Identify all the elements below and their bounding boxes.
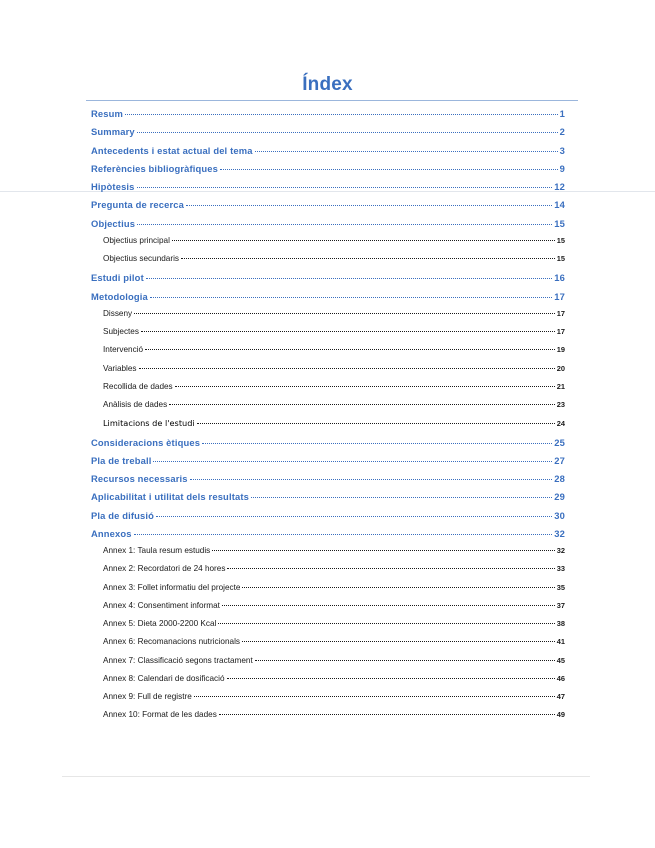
toc-entry-label: Referències bibliogràfiques xyxy=(91,162,219,174)
toc-entry-label: Pla de difusió xyxy=(91,509,155,521)
toc-entry-page-number: 32 xyxy=(554,527,565,539)
toc-entry[interactable] xyxy=(91,126,565,140)
toc-entry[interactable] xyxy=(91,528,565,542)
dot-leader xyxy=(134,313,555,314)
dot-leader xyxy=(181,258,555,259)
toc-entry-label: Consideracions ètiques xyxy=(91,436,201,448)
dot-leader xyxy=(194,696,555,697)
toc-subentry[interactable] xyxy=(103,656,565,670)
toc-entry-label: Aplicabilitat i utilitat dels resultats xyxy=(91,491,249,503)
toc-entry-page-number: 47 xyxy=(556,692,565,701)
toc-entry-label: Recursos necessaris xyxy=(91,473,188,484)
toc-entry-label: Summary xyxy=(91,126,135,138)
dot-leader xyxy=(242,641,555,642)
toc-entry-page-number: 17 xyxy=(556,327,565,336)
toc-subentry[interactable] xyxy=(103,674,565,688)
dot-leader xyxy=(251,497,552,498)
toc-entry-page-number: 30 xyxy=(554,509,565,521)
toc-subentry[interactable] xyxy=(103,601,565,615)
toc-subentry[interactable] xyxy=(103,583,565,597)
toc-entry[interactable] xyxy=(91,510,565,524)
dot-leader xyxy=(242,587,554,588)
toc-entry-label: Hipòtesis xyxy=(91,181,135,192)
toc-entry-page-number: 23 xyxy=(556,400,565,409)
dot-leader xyxy=(255,660,555,661)
toc-entry-label: Subjectes xyxy=(103,327,139,336)
toc-entry-page-number: 33 xyxy=(556,564,565,574)
toc-entry[interactable] xyxy=(91,491,565,505)
dot-leader xyxy=(255,151,558,152)
toc-entry-label: Pregunta de recerca xyxy=(91,199,184,211)
toc-subentry[interactable] xyxy=(103,546,565,560)
toc-entry-page-number: 32 xyxy=(556,546,565,555)
toc-entry-page-number: 1 xyxy=(559,108,565,119)
dot-leader xyxy=(197,423,555,424)
toc-entry-page-number: 14 xyxy=(554,199,565,211)
dot-leader xyxy=(172,240,555,241)
dot-leader xyxy=(219,714,555,715)
toc-entry-page-number: 25 xyxy=(554,436,565,448)
toc-entry[interactable] xyxy=(91,145,565,159)
toc-entry-page-number: 17 xyxy=(556,308,565,318)
toc-subentry[interactable] xyxy=(103,637,565,651)
toc-entry-label: Annex 1: Taula resum estudis xyxy=(103,546,211,555)
dot-leader xyxy=(222,605,555,606)
toc-subentry[interactable] xyxy=(103,619,565,633)
toc-entry-label: Variables xyxy=(103,363,137,373)
toc-entry-page-number: 15 xyxy=(554,217,565,229)
toc-entry-label: Limitacions de l'estudi xyxy=(103,418,195,429)
toc-subentry[interactable] xyxy=(103,345,565,359)
toc-entry-page-number: 24 xyxy=(556,419,565,429)
toc-entry-label: Intervenció xyxy=(103,345,144,355)
toc-entry-label: Resum xyxy=(91,108,124,119)
toc-subentry[interactable] xyxy=(103,382,565,396)
dot-leader xyxy=(150,297,552,298)
toc-entry[interactable] xyxy=(91,473,565,487)
toc-entry[interactable] xyxy=(91,218,565,232)
toc-entry-page-number: 29 xyxy=(554,491,565,503)
dot-leader xyxy=(186,205,552,206)
toc-entry-label: Annex 5: Dieta 2000-2200 Kcal xyxy=(103,619,217,628)
dot-leader xyxy=(137,187,553,188)
toc-entry-page-number: 16 xyxy=(554,272,565,284)
page-title: Índex xyxy=(302,74,353,95)
toc-entry-label: Annex 8: Calendari de dosificació xyxy=(103,673,225,683)
dot-leader xyxy=(202,443,552,444)
toc-subentry[interactable] xyxy=(103,692,565,706)
toc-entry-label: Pla de treball xyxy=(91,454,152,466)
toc-entry-page-number: 21 xyxy=(556,381,565,391)
dot-leader xyxy=(227,678,555,679)
toc-entry[interactable] xyxy=(91,163,565,177)
toc-entry-label: Annex 9: Full de registre xyxy=(103,692,192,701)
toc-subentry[interactable] xyxy=(103,364,565,378)
toc-entry[interactable] xyxy=(91,199,565,213)
toc-entry-page-number: 49 xyxy=(556,710,565,720)
toc-entry-page-number: 19 xyxy=(556,345,565,355)
toc-entry[interactable] xyxy=(91,181,565,195)
toc-subentry[interactable] xyxy=(103,418,565,432)
toc-entry-label: Annex 3: Follet informatiu del projecte xyxy=(103,582,241,592)
toc-entry-page-number: 37 xyxy=(556,600,565,610)
dot-leader xyxy=(218,623,554,624)
dot-leader xyxy=(146,278,552,279)
dot-leader xyxy=(227,568,554,569)
toc-entry-label: Objectius secundaris xyxy=(103,254,179,263)
toc-subentry[interactable] xyxy=(103,327,565,341)
footer-rule xyxy=(62,776,590,777)
toc-entry[interactable] xyxy=(91,437,565,451)
toc-entry-label: Metodologia xyxy=(91,290,148,302)
dot-leader xyxy=(175,386,555,387)
toc-entry-page-number: 46 xyxy=(556,673,565,683)
dot-leader xyxy=(169,404,555,405)
dot-leader xyxy=(125,114,558,115)
toc-entry-label: Annex 7: Classificació segons tractament xyxy=(103,655,253,665)
toc-entry-page-number: 3 xyxy=(559,144,565,156)
dot-leader xyxy=(153,461,552,462)
toc-entry-label: Objectius principal xyxy=(103,235,170,245)
toc-entry[interactable] xyxy=(91,108,565,122)
toc-entry-page-number: 2 xyxy=(559,126,565,138)
toc-subentry[interactable] xyxy=(103,309,565,323)
toc-subentry[interactable] xyxy=(103,236,565,250)
toc-entry-page-number: 35 xyxy=(556,582,565,592)
dot-leader xyxy=(137,132,558,133)
dot-leader xyxy=(156,516,552,517)
toc-entry[interactable] xyxy=(91,272,565,286)
dot-leader xyxy=(141,331,555,332)
toc-entry-page-number: 9 xyxy=(559,162,565,174)
toc-entry-page-number: 38 xyxy=(556,619,565,628)
toc-entry-label: Estudi pilot xyxy=(91,272,144,284)
toc-entry-label: Annex 10: Format de les dades xyxy=(103,710,217,720)
toc-entry-page-number: 12 xyxy=(554,181,565,192)
toc-entry-page-number: 15 xyxy=(556,254,565,263)
toc-entry-label: Annexos xyxy=(91,527,132,539)
toc-subentry[interactable] xyxy=(103,400,565,414)
toc-entry[interactable] xyxy=(91,291,565,305)
dot-leader xyxy=(220,169,558,170)
toc-entry-page-number: 45 xyxy=(556,655,565,665)
dot-leader xyxy=(145,349,555,350)
toc-entry-label: Antecedents i estat actual del tema xyxy=(91,144,253,156)
toc-entry-page-number: 20 xyxy=(556,363,565,373)
toc-entry-label: Disseny xyxy=(103,308,133,318)
dot-leader xyxy=(137,224,552,225)
toc-entry-page-number: 41 xyxy=(556,637,565,647)
toc-subentry[interactable] xyxy=(103,710,565,724)
dot-leader xyxy=(212,550,555,551)
toc-entry-label: Annex 6: Recomanacions nutricionals xyxy=(103,637,240,647)
toc-entry-page-number: 15 xyxy=(556,235,565,245)
toc-entry-page-number: 27 xyxy=(554,454,565,466)
toc-entry[interactable] xyxy=(91,455,565,469)
toc-entry-page-number: 17 xyxy=(554,290,565,302)
toc-entry-label: Objectius xyxy=(91,217,136,229)
toc-subentry[interactable] xyxy=(103,564,565,578)
toc-entry-label: Anàlisis de dades xyxy=(103,400,168,409)
dot-leader xyxy=(134,534,553,535)
toc-subentry[interactable] xyxy=(103,254,565,268)
toc-entry-label: Recollida de dades xyxy=(103,381,173,391)
dot-leader xyxy=(139,368,555,369)
toc-entry-label: Annex 2: Recordatori de 24 hores xyxy=(103,564,226,574)
dot-leader xyxy=(190,479,553,480)
toc-entry-page-number: 28 xyxy=(554,473,565,484)
toc-entry-label: Annex 4: Consentiment informat xyxy=(103,600,220,610)
